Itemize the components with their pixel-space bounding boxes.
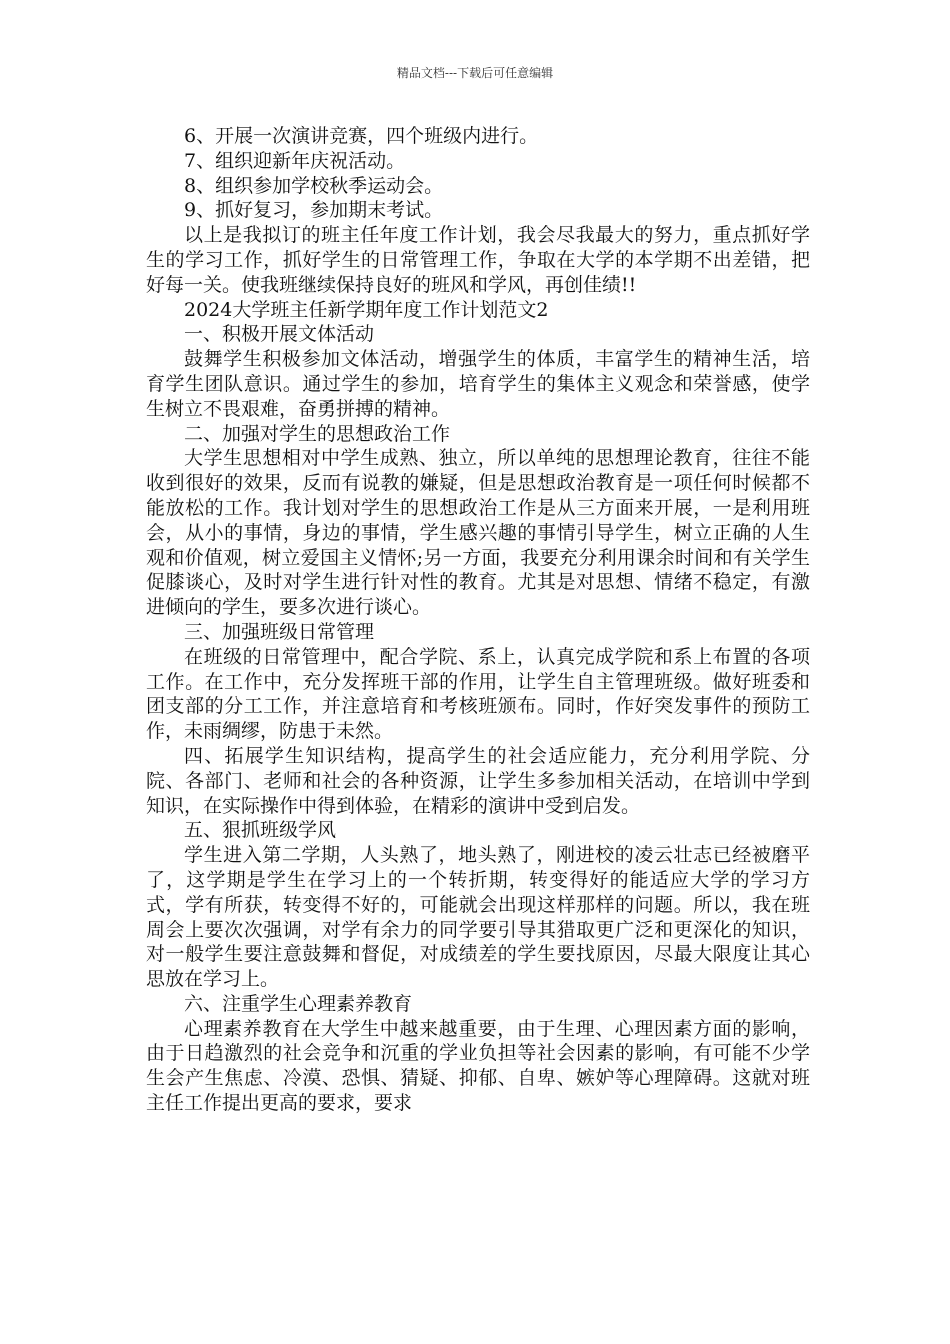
list-item: 7、组织迎新年庆祝活动。 xyxy=(184,149,406,172)
section-heading: 三、加强班级日常管理 xyxy=(184,620,375,643)
paragraph: 以上是我拟订的班主任年度工作计划，我会尽我最大的努力，重点抓好学生的学习工作，抓好学生的日常管理工作，争取在大学的本学期不出差错，把好每一关。使我班继续保持良好的班风和学风，再创佳绩!! xyxy=(146,224,810,296)
section-title: 2024大学班主任新学期年度工作计划范文2 xyxy=(184,298,549,321)
paragraph: 大学生思想相对中学生成熟、独立，所以单纯的思想理论教育，往往不能收到很好的效果，反而有说教的嫌疑，但是思想政治教育是一项任何时候都不能放松的工作。我计划对学生的思想政治工作是从三方面来开展，一是利用班会，从小的事情，身边的事情，学生感兴趣的事情引导学生，树立正确的人生观和价值观，树立爱国主义情怀;另一方面，我要充分利用课余时间和有关学生促膝谈心，及时对学生进行针对性的教育。尤其是对思想、情绪不稳定，有激进倾向的学生，要多次进行谈心。 xyxy=(146,447,810,619)
paragraph: 学生进入第二学期，人头熟了，地头熟了，刚进校的凌云壮志已经被磨平了，这学期是学生在学习上的一个转折期，转变得好的能适应大学的学习方式，学有所获，转变得不好的，可能就会出现这样那样的问题。所以，我在班周会上要次次强调，对学有余力的同学要引导其猎取更广泛和更深化的知识，对一般学生要注意鼓舞和督促，对成绩差的学生要找原因，尽最大限度让其心思放在学习上。 xyxy=(146,844,810,991)
document-body xyxy=(146,124,810,1116)
section-heading: 六、注重学生心理素养教育 xyxy=(184,992,413,1015)
section-heading: 二、加强对学生的思想政治工作 xyxy=(184,422,451,445)
section-heading: 五、狠抓班级学风 xyxy=(184,819,337,842)
list-item: 8、组织参加学校秋季运动会。 xyxy=(184,174,444,197)
section-heading: 一、积极开展文体活动 xyxy=(184,323,375,346)
paragraph: 在班级的日常管理中，配合学院、系上，认真完成学院和系上布置的各项工作。在工作中，充分发挥班干部的作用，让学生自主管理班级。做好班委和团支部的分工工作，并注意培育和考核班颁布。同时，作好突发事件的预防工作，未雨绸缪，防患于未然。 xyxy=(146,645,810,743)
paragraph: 鼓舞学生积极参加文体活动，增强学生的体质，丰富学生的精神生活，培育学生团队意识。通过学生的参加，培育学生的集体主义观念和荣誉感，使学生树立不畏艰难，奋勇拼搏的精神。 xyxy=(146,348,810,420)
list-item: 6、开展一次演讲竞赛，四个班级内进行。 xyxy=(184,125,539,147)
list-item: 9、抓好复习，参加期末考试。 xyxy=(184,199,444,222)
paragraph: 四、拓展学生知识结构，提高学生的社会适应能力，充分利用学院、分院、各部门、老师和社会的各种资源，让学生多参加相关活动，在培训中学到知识，在实际操作中得到体验，在精彩的演讲中受到启发。 xyxy=(146,744,810,817)
page-header: 精品文档---下载后可任意编辑 xyxy=(396,66,554,80)
paragraph: 心理素养教育在大学生中越来越重要，由于生理、心理因素方面的影响，由于日趋激烈的社会竞争和沉重的学业负担等社会因素的影响，有可能不少学生会产生焦虑、冷漠、恐惧、猜疑、抑郁、自卑、嫉妒等心理障碍。这就对班主任工作提出更高的要求，要求 xyxy=(146,1017,810,1115)
